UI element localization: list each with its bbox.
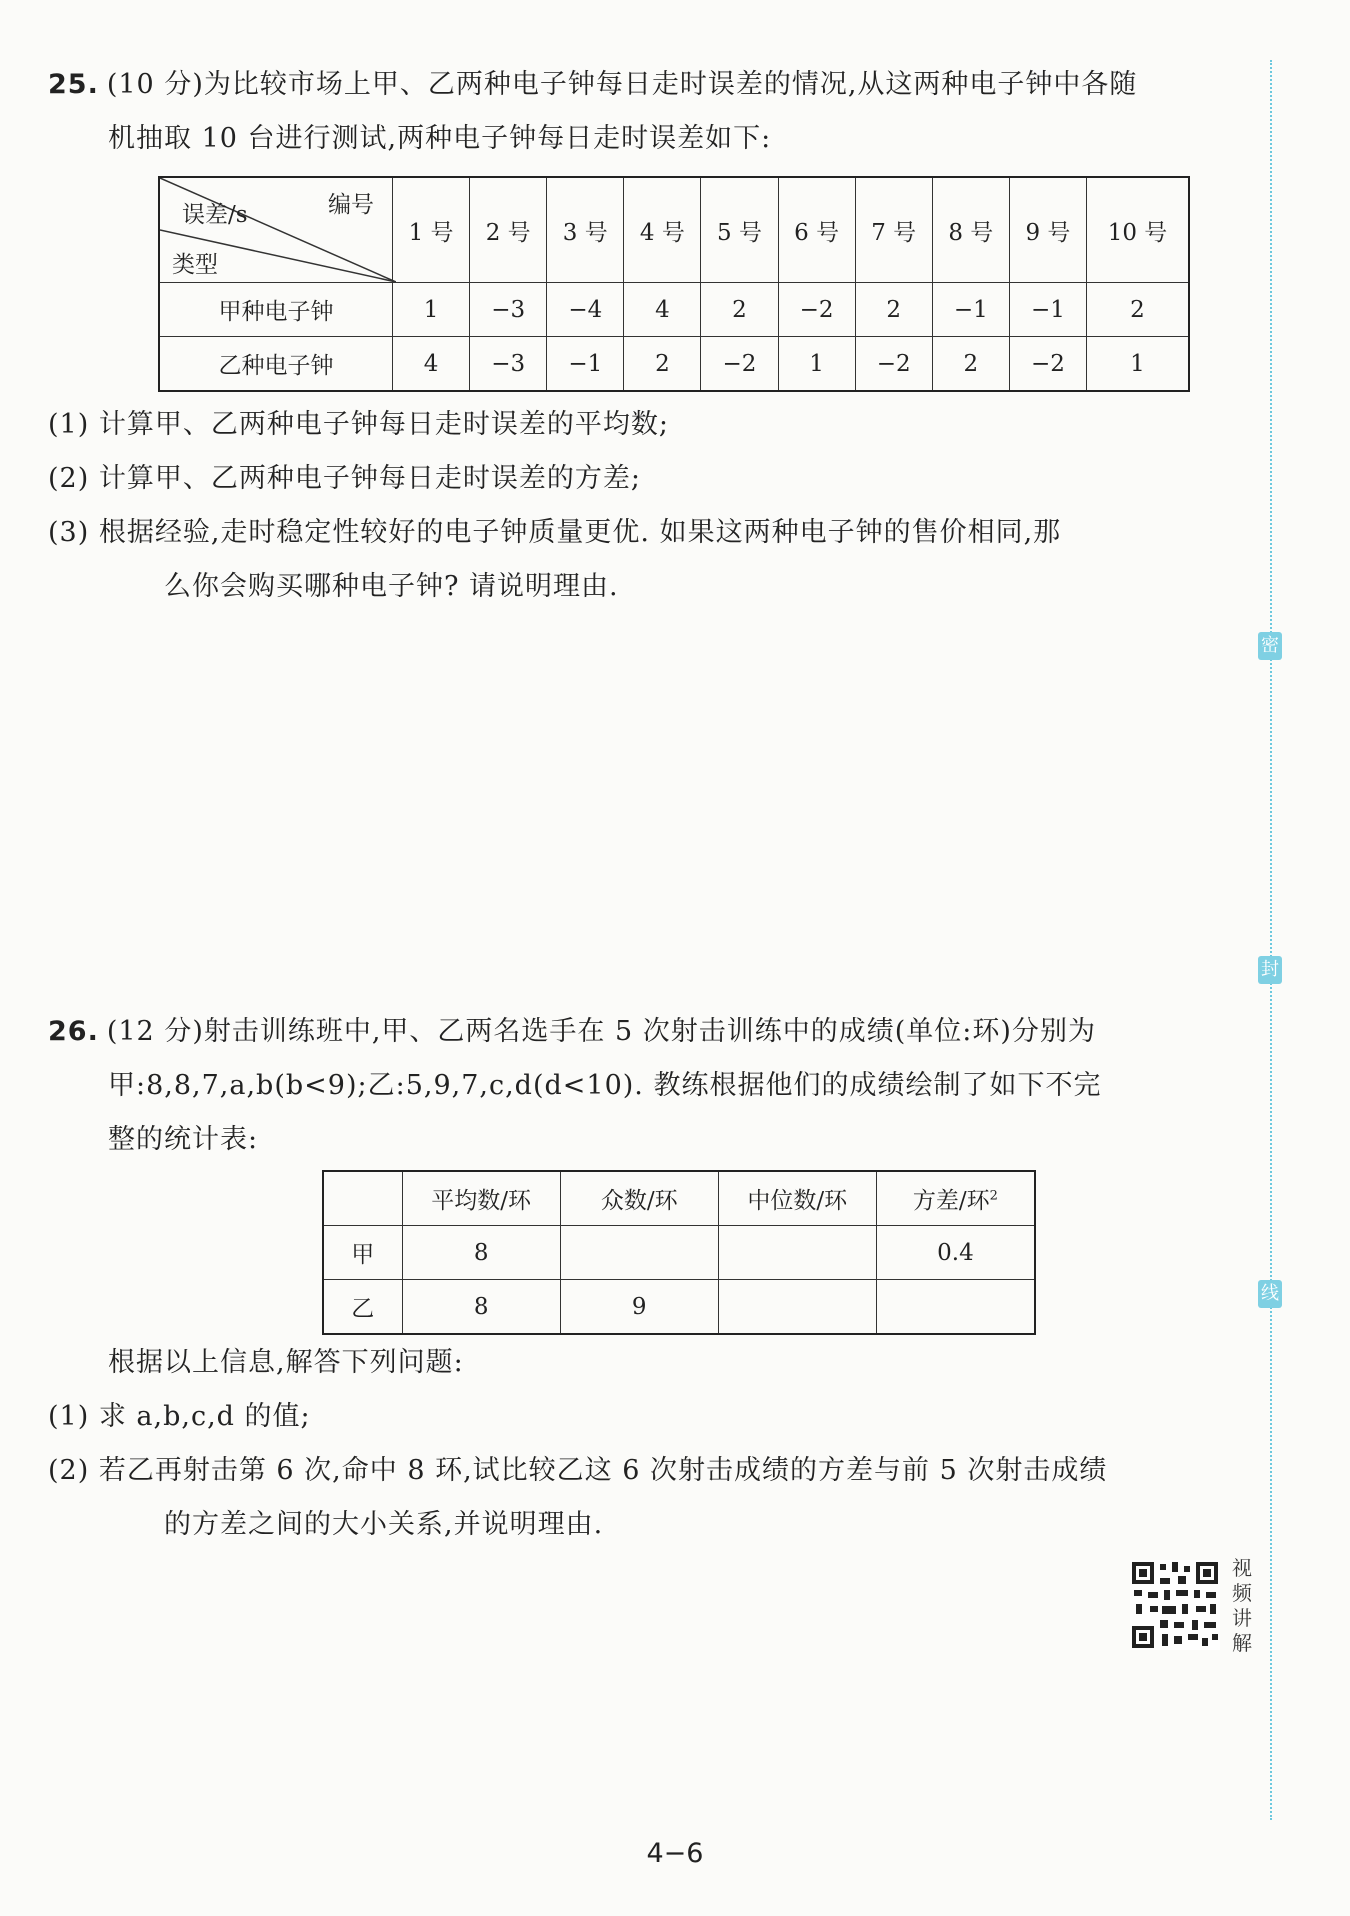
table-cell: 4 xyxy=(624,283,701,337)
table-cell: 2 xyxy=(624,337,701,392)
table-row xyxy=(323,1280,1035,1335)
column-header: 8 号 xyxy=(932,177,1009,283)
table-cell: 1 xyxy=(778,337,855,392)
sub-question-1: (1) 计算甲、乙两种电子钟每日走时误差的平均数; xyxy=(48,409,669,440)
table-cell: −2 xyxy=(855,337,932,392)
sub-question-1: (1) 求 a,b,c,d 的值; xyxy=(48,1401,311,1432)
table-cell: −4 xyxy=(547,283,624,337)
column-header: 10 号 xyxy=(1086,177,1189,283)
question-26 xyxy=(48,1005,1258,1167)
table-cell: −3 xyxy=(470,337,547,392)
table-cell: 0.4 xyxy=(876,1226,1035,1280)
table-cell: −1 xyxy=(1009,283,1086,337)
question-text: 甲:8,8,7,a,b(b<9);乙:5,9,7,c,d(d<10). 教练根据他们的成绩绘制了如下不完 xyxy=(108,1070,1102,1101)
sub-question-3-continued: 么你会购买哪种电子钟? 请说明理由. xyxy=(164,571,619,602)
table-cell: 2 xyxy=(855,283,932,337)
table-cell: −2 xyxy=(701,337,778,392)
question-number: 26. xyxy=(48,1016,99,1047)
table-cell xyxy=(718,1280,876,1335)
table-cell: 8 xyxy=(402,1280,560,1335)
table-cell: 9 xyxy=(560,1280,718,1335)
sub-question-2: (2) 若乙再射击第 6 次,命中 8 环,试比较乙这 6 次射击成绩的方差与前 5 次射击成绩 xyxy=(48,1455,1108,1486)
table-cell: 2 xyxy=(932,337,1009,392)
table-cell xyxy=(560,1226,718,1280)
qr-code-icon[interactable] xyxy=(1130,1560,1220,1650)
question-text: (12 分)射击训练班中,甲、乙两名选手在 5 次射击训练中的成绩(单位:环)分别为 xyxy=(106,1016,1096,1047)
intro-text: 根据以上信息,解答下列问题: xyxy=(108,1347,464,1378)
table-cell: −1 xyxy=(932,283,1009,337)
row-label: 乙种电子钟 xyxy=(159,337,393,392)
column-header: 9 号 xyxy=(1009,177,1086,283)
table-cell: 8 xyxy=(402,1226,560,1280)
table-cell: −1 xyxy=(547,337,624,392)
binding-line xyxy=(1270,60,1272,1820)
superscript: 2 xyxy=(989,1188,998,1204)
table-cell: −2 xyxy=(778,283,855,337)
table-cell xyxy=(876,1280,1035,1335)
column-header: 6 号 xyxy=(778,177,855,283)
question-text: (10 分)为比较市场上甲、乙两种电子钟每日走时误差的情况,从这两种电子钟中各随 xyxy=(106,69,1138,100)
table-row xyxy=(159,283,1189,337)
column-header: 中位数/环 xyxy=(718,1171,876,1226)
table-cell: 1 xyxy=(393,283,470,337)
table-cell: 4 xyxy=(393,337,470,392)
table-row xyxy=(323,1226,1035,1280)
shooting-stats-table xyxy=(322,1170,1036,1335)
column-header: 7 号 xyxy=(855,177,932,283)
table-cell: 1 xyxy=(1086,337,1189,392)
page-number: 4−6 xyxy=(646,1838,704,1869)
question-26-parts xyxy=(48,1336,1258,1552)
question-text: 整的统计表: xyxy=(108,1124,259,1155)
sidebar-mark-xian: 线 xyxy=(1258,1280,1282,1308)
table-cell: −3 xyxy=(470,283,547,337)
sub-question-2-continued: 的方差之间的大小关系,并说明理由. xyxy=(164,1509,604,1540)
question-25-parts xyxy=(48,398,1258,614)
column-header: 4 号 xyxy=(624,177,701,283)
table-row xyxy=(159,337,1189,392)
sub-question-2: (2) 计算甲、乙两种电子钟每日走时误差的方差; xyxy=(48,463,641,494)
question-text: 机抽取 10 台进行测试,两种电子钟每日走时误差如下: xyxy=(108,123,772,154)
column-header: 2 号 xyxy=(470,177,547,283)
sidebar-mark-feng: 封 xyxy=(1258,956,1282,984)
column-header: 平均数/环 xyxy=(402,1171,560,1226)
column-header: 5 号 xyxy=(701,177,778,283)
corner-label-number: 编号 xyxy=(328,192,374,218)
corner-label-error: 误差/s xyxy=(182,202,248,228)
clock-error-table xyxy=(158,176,1190,392)
qr-label: 视频讲解 xyxy=(1232,1556,1252,1655)
corner-label-type: 类型 xyxy=(172,252,218,278)
table-cell: 2 xyxy=(701,283,778,337)
table-cell: −2 xyxy=(1009,337,1086,392)
row-label: 乙 xyxy=(323,1280,402,1335)
table-cell: 2 xyxy=(1086,283,1189,337)
column-header xyxy=(323,1171,402,1226)
column-header: 3 号 xyxy=(547,177,624,283)
table-cell xyxy=(718,1226,876,1280)
table-corner-cell xyxy=(159,177,393,283)
column-header: 众数/环 xyxy=(560,1171,718,1226)
row-label: 甲 xyxy=(323,1226,402,1280)
column-header-variance xyxy=(876,1171,1035,1226)
table-header-row xyxy=(323,1171,1035,1226)
question-25 xyxy=(48,58,1258,166)
column-header: 1 号 xyxy=(393,177,470,283)
row-label: 甲种电子钟 xyxy=(159,283,393,337)
variance-label: 方差/环 xyxy=(912,1188,990,1214)
sub-question-3: (3) 根据经验,走时稳定性较好的电子钟质量更优. 如果这两种电子钟的售价相同,那 xyxy=(48,517,1062,548)
sidebar-mark-mi: 密 xyxy=(1258,632,1282,660)
question-number: 25. xyxy=(48,69,99,100)
